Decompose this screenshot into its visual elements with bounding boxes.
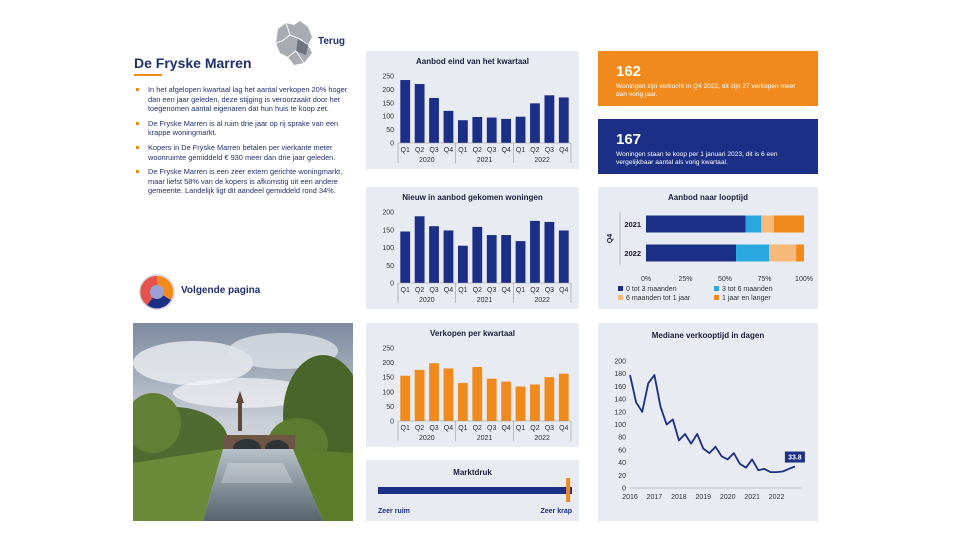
- year-label: 2022: [534, 297, 550, 304]
- kpi-sales-card: [598, 51, 818, 106]
- kpi-text: Woningen zijn verkocht in Q4 2022, dit zijn 27 verkopen meer dan vorig jaar.: [616, 83, 796, 99]
- y-tick-label: 50: [386, 403, 394, 411]
- y-tick-label: 0: [390, 418, 394, 426]
- y-tick-label: 80: [618, 434, 626, 442]
- y-tick-label: 200: [382, 360, 394, 368]
- y-tick-label: 100: [382, 113, 394, 121]
- legend-swatch: [618, 295, 623, 300]
- pie-chart-icon: [137, 272, 177, 312]
- bar: [415, 216, 425, 283]
- looptijd-chart-panel: [598, 187, 818, 309]
- stacked-segment: [774, 216, 804, 233]
- y-tick-label: 50: [386, 262, 394, 270]
- y-tick-label: 60: [618, 447, 626, 455]
- x-tick-label: Q2: [414, 287, 425, 294]
- aanbod-bar-chart: [366, 51, 579, 169]
- x-tick-label: Q4: [443, 147, 454, 154]
- category-label: 2022: [624, 249, 641, 258]
- y-tick-label: 180: [614, 371, 626, 379]
- stacked-segment: [796, 245, 804, 262]
- kpi-supply-card: [598, 119, 818, 174]
- x-tick-label: Q1: [515, 287, 526, 294]
- x-tick-label: 2016: [622, 494, 638, 501]
- bar: [458, 246, 468, 283]
- bar: [516, 387, 526, 421]
- x-tick-label: Q2: [472, 147, 482, 154]
- gauge-bar: [378, 487, 572, 494]
- year-label: 2020: [419, 297, 435, 304]
- x-tick-label: 2022: [768, 494, 785, 501]
- verkopen-bar-chart: [366, 323, 579, 447]
- aanbod-chart-panel: [366, 51, 579, 169]
- bar: [415, 370, 425, 421]
- x-tick-label: 2019: [695, 494, 712, 501]
- nieuw-chart-panel: [366, 187, 579, 309]
- y-tick-label: 250: [382, 73, 394, 81]
- x-tick-label: Q4: [501, 147, 511, 154]
- summary-bullets: [134, 85, 352, 201]
- bar: [516, 241, 526, 283]
- bullet-item: Kopers in De Fryske Marren betalen per vierkante meter woonruimte gemiddeld € 930 meer dan drie jaar geleden.: [134, 143, 352, 162]
- bar: [472, 367, 482, 421]
- x-tick-label: 2018: [671, 494, 687, 501]
- y-tick-label: 100: [382, 245, 394, 252]
- kpi-value: 162: [616, 63, 642, 80]
- y-tick-label: 0: [390, 280, 394, 288]
- x-tick-label: Q1: [458, 147, 468, 154]
- legend-label: 1 jaar en langer: [722, 295, 771, 302]
- chart-title: Verkopen per kwartaal: [430, 329, 515, 338]
- x-tick-label: Q3: [429, 425, 439, 432]
- bar: [415, 84, 425, 143]
- chart-title: Mediane verkooptijd in dagen: [651, 331, 765, 340]
- x-tick-label: Q2: [530, 425, 540, 432]
- bar: [472, 117, 482, 143]
- category-group-label: Q4: [607, 233, 614, 244]
- municipality-map-icon[interactable]: [272, 19, 316, 67]
- year-label: 2021: [476, 157, 493, 164]
- y-tick-label: 0: [622, 485, 626, 493]
- x-tick-label: Q2: [530, 147, 540, 154]
- marktdruk-gauge: [366, 460, 579, 521]
- x-tick-label: Q4: [559, 147, 569, 154]
- y-tick-label: 120: [614, 409, 626, 417]
- category-label: 2021: [624, 220, 641, 229]
- bar: [530, 221, 540, 283]
- bar: [400, 376, 410, 421]
- x-tick-label: 100%: [795, 276, 813, 283]
- stacked-segment: [736, 245, 769, 262]
- x-tick-label: Q3: [487, 147, 497, 154]
- year-label: 2021: [476, 297, 493, 304]
- y-tick-label: 150: [382, 227, 394, 235]
- gauge-right-label: Zeer krap: [540, 508, 572, 515]
- verkopen-chart-panel: [366, 323, 579, 447]
- legend-label: 3 tot 6 maanden: [722, 286, 773, 293]
- x-tick-label: Q2: [472, 287, 482, 294]
- bar: [429, 363, 439, 421]
- x-tick-label: Q3: [544, 287, 555, 294]
- x-tick-label: Q3: [544, 425, 555, 432]
- year-label: 2020: [419, 435, 435, 442]
- chart-title: Aanbod naar looptijd: [668, 193, 748, 202]
- legend-label: 6 maanden tot 1 jaar: [626, 295, 691, 302]
- x-tick-label: Q1: [400, 147, 410, 154]
- gauge-marker: [566, 478, 570, 502]
- x-tick-label: Q4: [501, 287, 511, 294]
- legend-swatch: [714, 295, 719, 300]
- stacked-segment: [646, 245, 736, 262]
- page-title: De Fryske Marren: [134, 55, 252, 71]
- looptijd-stacked-bar-chart: [598, 187, 818, 309]
- bar: [516, 117, 526, 143]
- legend-swatch: [618, 286, 623, 291]
- bar: [444, 230, 454, 283]
- bullet-item: In het afgelopen kwartaal lag het aantal verkopen 20% hoger dan een jaar geleden, deze stijging is veroorzaakt door het toegenomen aantal eigenaren dat hun huis te koop zet.: [134, 85, 352, 114]
- x-tick-label: Q4: [559, 287, 569, 294]
- bar: [429, 226, 439, 283]
- x-tick-label: Q2: [472, 425, 482, 432]
- y-tick-label: 100: [614, 422, 626, 429]
- x-tick-label: 2020: [719, 494, 736, 501]
- x-tick-label: 2021: [744, 494, 760, 501]
- x-tick-label: Q2: [530, 287, 540, 294]
- x-tick-label: Q1: [458, 425, 468, 432]
- marktdruk-panel: [366, 460, 579, 521]
- x-tick-label: 75%: [757, 276, 772, 283]
- stacked-segment: [769, 245, 796, 262]
- x-tick-label: 50%: [717, 276, 733, 283]
- gauge-left-label: Zeer ruim: [378, 508, 410, 515]
- y-tick-label: 250: [382, 345, 394, 353]
- bar: [559, 230, 569, 283]
- bullet-item: De Fryske Marren is al ruim drie jaar op rij sprake van een krappe woningmarkt.: [134, 119, 352, 138]
- x-tick-label: Q3: [429, 147, 439, 154]
- x-tick-label: Q4: [443, 287, 454, 294]
- chart-title: Aanbod eind van het kwartaal: [416, 57, 529, 66]
- legend-swatch: [714, 286, 719, 291]
- back-link[interactable]: Terug: [318, 36, 346, 47]
- y-tick-label: 150: [382, 374, 394, 382]
- y-tick-label: 100: [382, 389, 394, 397]
- year-label: 2022: [534, 435, 550, 442]
- canal-bridge-photo: [133, 323, 353, 521]
- y-tick-label: 200: [614, 358, 626, 366]
- y-tick-label: 200: [382, 209, 394, 217]
- data-label: 33.8: [788, 454, 802, 462]
- bar: [400, 232, 410, 283]
- x-tick-label: Q2: [414, 425, 425, 432]
- y-tick-label: 200: [382, 86, 394, 94]
- bullet-item: De Fryske Marren is een zeer extern gerichte woningmarkt, maar liefst 58% van de kopers is afkomstig uit een andere gemeente. Landelijk ligt dit aandeel gemiddeld rond 34%.: [134, 167, 352, 196]
- bar: [487, 235, 497, 283]
- bar: [530, 385, 540, 422]
- bar: [458, 383, 468, 421]
- bar: [444, 111, 454, 143]
- bar: [400, 80, 410, 143]
- bar: [544, 222, 554, 283]
- x-tick-label: Q3: [487, 287, 497, 294]
- year-label: 2021: [476, 435, 493, 442]
- next-page-label: Volgende pagina: [181, 285, 261, 296]
- x-tick-label: 2017: [646, 494, 663, 501]
- bar: [487, 379, 497, 421]
- x-tick-label: Q3: [429, 287, 439, 294]
- bar: [472, 227, 482, 283]
- verkooptijd-chart-panel: [598, 323, 818, 521]
- kpi-text: Woningen staan te koop per 1 januari 2023, dit is 6 een vergelijkbaar aantal als vorig kwartaal.: [616, 151, 778, 167]
- y-tick-label: 160: [614, 383, 626, 391]
- x-tick-label: Q1: [515, 425, 526, 432]
- bar: [530, 103, 540, 143]
- bar: [501, 119, 511, 143]
- chart-title: Marktdruk: [453, 468, 492, 477]
- next-page-button[interactable]: [137, 272, 277, 310]
- bar: [444, 368, 454, 421]
- y-tick-label: 150: [382, 100, 394, 108]
- bar: [429, 98, 439, 143]
- stacked-segment: [746, 216, 762, 233]
- stacked-segment: [761, 216, 774, 233]
- title-underline: [134, 74, 162, 76]
- nieuw-bar-chart: [366, 187, 579, 309]
- x-tick-label: Q3: [544, 147, 555, 154]
- bar: [501, 382, 511, 421]
- bar: [487, 118, 497, 143]
- x-tick-label: Q1: [515, 147, 526, 154]
- y-tick-label: 50: [386, 127, 394, 135]
- bar: [559, 374, 569, 421]
- verkooptijd-line-chart: [598, 323, 818, 521]
- y-tick-label: 40: [618, 460, 626, 468]
- bar: [544, 95, 554, 143]
- x-tick-label: Q1: [458, 287, 468, 294]
- bar: [559, 97, 569, 143]
- legend-label: 0 tot 3 maanden: [626, 286, 677, 293]
- year-label: 2020: [419, 157, 435, 164]
- x-tick-label: Q1: [400, 425, 410, 432]
- x-tick-label: Q3: [487, 425, 497, 432]
- chart-title: Nieuw in aanbod gekomen woningen: [402, 193, 543, 202]
- kpi-value: 167: [616, 131, 642, 148]
- x-tick-label: Q2: [414, 147, 425, 154]
- y-tick-label: 0: [390, 140, 394, 148]
- x-tick-label: Q4: [443, 425, 454, 432]
- x-tick-label: Q1: [400, 287, 410, 294]
- year-label: 2022: [534, 157, 550, 164]
- bar: [544, 377, 554, 421]
- y-tick-label: 20: [618, 472, 626, 480]
- series-line: [630, 375, 795, 472]
- x-tick-label: Q4: [559, 425, 569, 432]
- x-tick-label: Q4: [501, 425, 511, 432]
- bar: [458, 120, 468, 143]
- x-tick-label: 25%: [678, 276, 693, 283]
- x-tick-label: 0%: [640, 276, 652, 283]
- bar: [501, 235, 511, 283]
- y-tick-label: 140: [614, 396, 626, 404]
- stacked-segment: [646, 216, 746, 233]
